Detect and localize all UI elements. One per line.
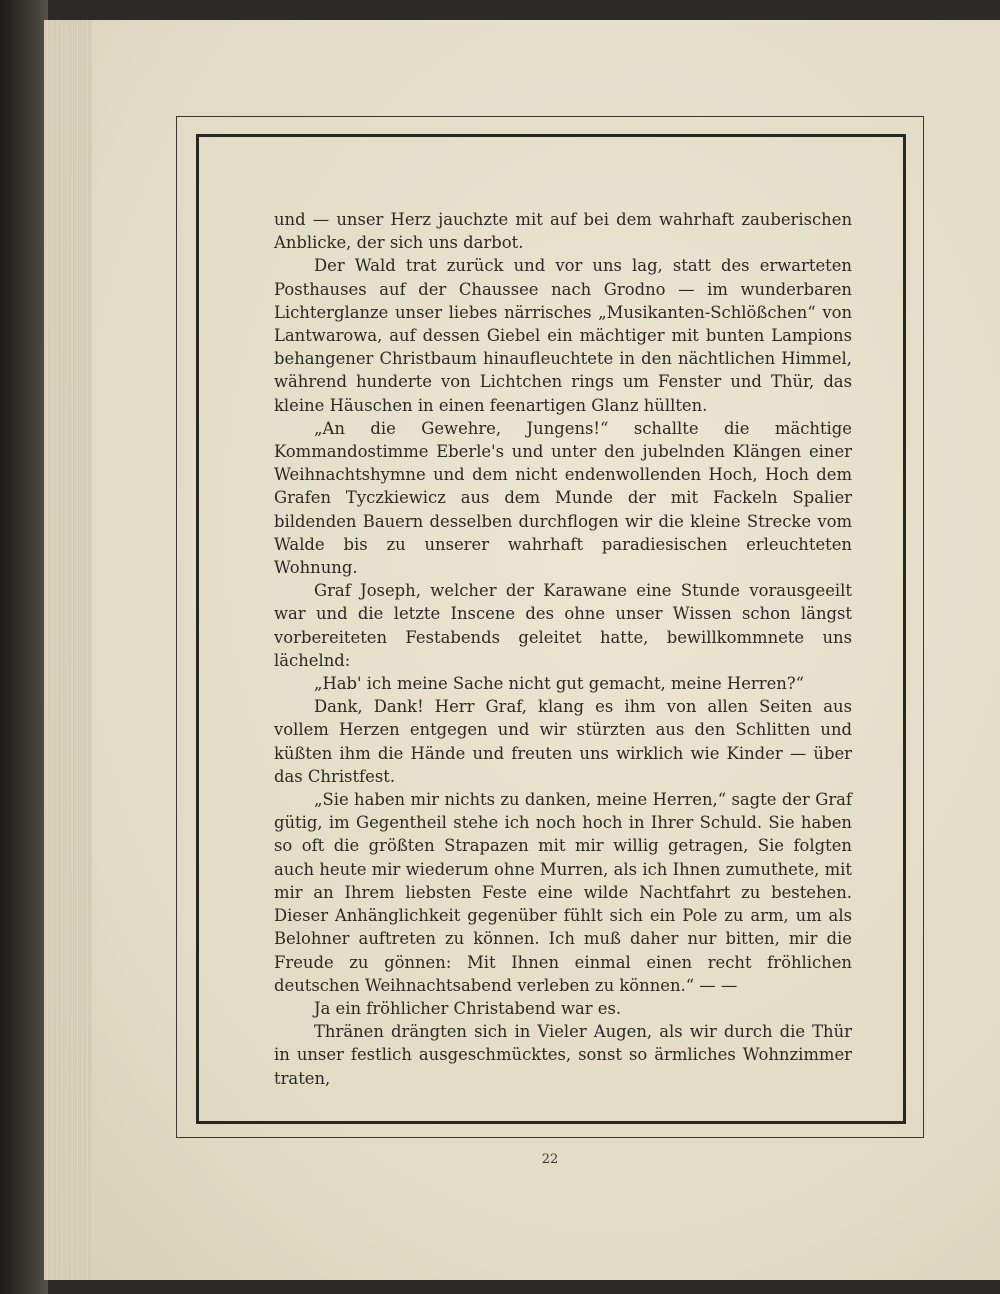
paragraph: „An die Gewehre, Jungens!“ schallte die mächtige Kommandostimme Eberle's und unter den jubelnden Klängen einer Weihnachtshymne und dem nicht endenwollenden Hoch, Hoch dem Grafen Tyczkiewicz aus dem Munde der mit Fackeln Spalier bildenden Bauern desselben durchflogen wir die kleine Strecke vom Walde bis zu unserer wahrhaft paradiesischen erleuchteten Wohnung. [274, 418, 852, 578]
paragraph: Der Wald trat zurück und vor uns lag, statt des erwarteten Posthauses auf der Chaussee nach Grodno — im wunderbaren Lichterglanze unser liebes närrisches „Musikanten-Schlößchen“ von Lantwarowa, auf dessen Giebel ein mächtiger mit bunten Lampions behangener Christbaum hinaufleuchtete in den nächtlichen Himmel, während hunderte von Lichtchen rings um Fenster und Thür, das kleine Häuschen in einen feenartigen Glanz hüllten. [274, 256, 852, 415]
page-edges [44, 20, 92, 1280]
paragraph: „Sie haben mir nichts zu danken, meine Herren,“ sagte der Graf gütig, im Gegentheil stehe ich noch hoch in Ihrer Schuld. Sie haben so oft die größten Strapazen mit mir willig getragen, Sie folgten auch heute mir wiederum ohne Murren, als ich Ihnen zumuthete, mit mir an Ihrem liebsten Feste eine wilde Nachtfahrt zu bestehen. Dieser Anhänglichkeit gegenüber fühlt sich ein Pole zu arm, um als Belohner auftreten zu können. Ich muß daher nur bitten, mir die Freude zu gönnen: Mit Ihnen einmal einen recht fröhlichen deutschen Weihnachtsabend verleben zu können.“ — — [274, 790, 852, 995]
paragraph: Thränen drängten sich in Vieler Augen, als wir durch die Thür in unser festlich ausgeschmücktes, sonst so ärmliches Wohnzimmer traten, [274, 1022, 852, 1088]
body-text [274, 208, 852, 1090]
paragraph: und — unser Herz jauchzte mit auf bei dem wahrhaft zauberischen Anblicke, der sich uns darbot. [274, 210, 852, 253]
paragraph: Graf Joseph, welcher der Karawane eine Stunde vorausgeeilt war und die letzte Inscene des ohne unser Wissen schon längst vorbereiteten Festabends geleitet hatte, bewillkommnete uns lächelnd: [274, 581, 852, 670]
book-spine [0, 0, 48, 1294]
paragraph: Dank, Dank! Herr Graf, klang es ihm von allen Seiten aus vollem Herzen entgegen und wir stürzten aus den Schlitten und küßten ihm die Hände und freuten uns wirklich wie Kinder — über das Christfest. [274, 697, 852, 786]
paragraph: „Hab' ich meine Sache nicht gut gemacht, meine Herren?“ [314, 674, 805, 694]
paragraph: Ja ein fröhlicher Christabend war es. [314, 998, 622, 1018]
page-number: 22 [541, 1152, 559, 1167]
